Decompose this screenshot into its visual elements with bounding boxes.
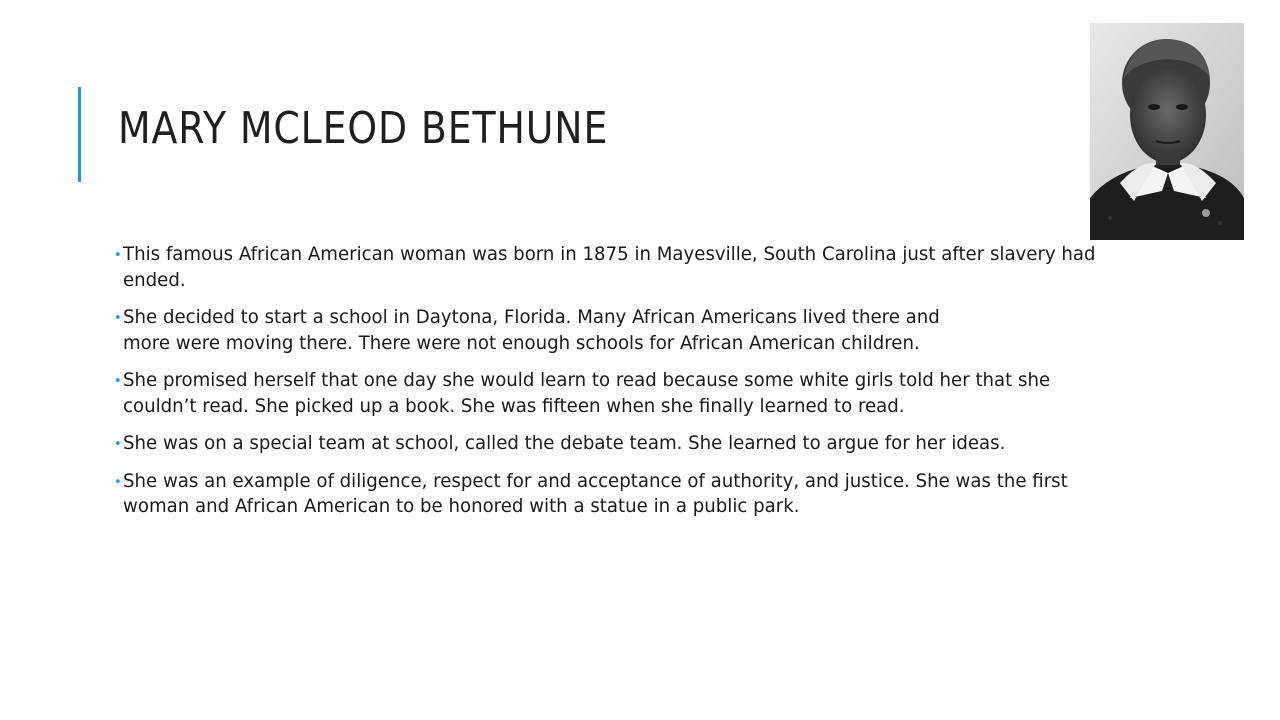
bullet-item [114,431,1144,457]
bullet-item [114,305,1144,356]
bullet-text: She promised herself that one day she would learn to read because some white girls told her that she couldn’t read. She picked up a book. She was fifteen when she finally learned to read. [123,369,1051,417]
bullet-text: She was on a special team at school, called the debate team. She learned to argue for her ideas. [123,432,1006,454]
bullet-list [114,242,1144,532]
bullet-dot-icon: • [114,311,122,326]
bullet-item [114,469,1144,520]
bullet-text: This famous African American woman was born in 1875 in Mayesville, South Carolina just after slavery had ended. [123,243,1096,291]
bullet-dot-icon: • [114,437,122,452]
bullet-text: She was an example of diligence, respect for and acceptance of authority, and justice. She was the first woman and African American to be honored with a statue in a public park. [123,469,1068,517]
bullet-text: She decided to start a school in Daytona, Florida. Many African Americans lived there and more were moving there. There were not enough schools for African American children. [123,306,940,354]
bullet-dot-icon: • [114,474,122,490]
portrait-photo [1090,23,1244,240]
bullet-item [114,368,1144,419]
title-accent-bar [78,87,81,182]
bullet-dot-icon: • [114,248,122,263]
bullet-item [114,242,1144,293]
slide-title: MARY MCLEOD BETHUNE [118,103,609,154]
bullet-dot-icon: • [114,374,122,389]
